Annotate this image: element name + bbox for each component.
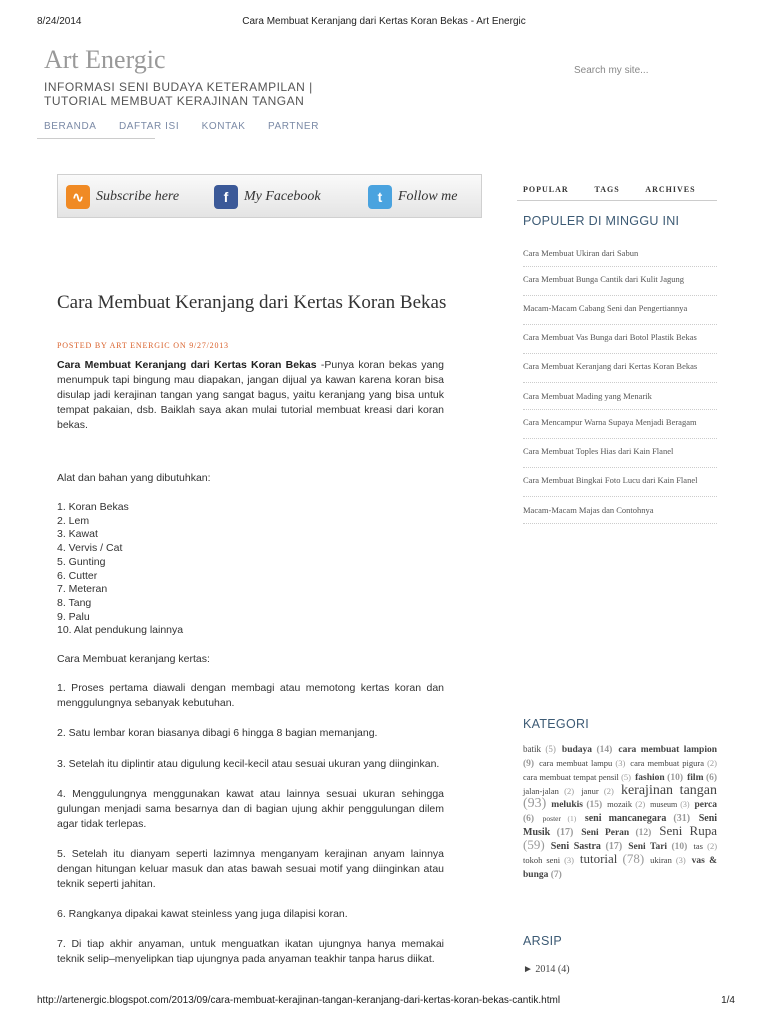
- main-nav: [44, 121, 338, 132]
- step-paragraph: 4. Menggulungnya menggunakan kawat atau lainnya sesuai ukuran sehingga gulungan menjadi sama besarnya dan di bagian ujung akhir penggulungan dilem agar tidak terlepas.: [57, 788, 444, 831]
- post-meta[interactable]: POSTED BY ART ENERGIC ON 9/27/2013: [57, 341, 229, 350]
- kategori-tag-name: Seni Peran: [581, 828, 630, 838]
- kategori-tag-name: cara membuat lampion: [618, 745, 717, 755]
- popular-post-link[interactable]: Cara Membuat Bunga Cantik dari Kulit Jagung: [523, 267, 717, 296]
- popular-heading: POPULER DI MINGGU INI: [523, 214, 680, 228]
- print-url: http://artenergic.blogspot.com/2013/09/cara-membuat-kerajinan-tangan-keranjang-dari-kertas-koran-bekas-cantik.html: [37, 995, 561, 1006]
- list-item: 1. Koran Bekas: [57, 501, 129, 513]
- kategori-tag-count: (5): [618, 772, 632, 782]
- kategori-tag-name: Seni Sastra: [550, 841, 601, 852]
- step-paragraph: 1. Proses pertama diawali dengan membagi atau memotong kertas koran dan menggulungnya sebanyak kebutuhan.: [57, 682, 444, 710]
- kategori-tag[interactable]: [693, 841, 717, 851]
- step-paragraph: 2. Satu lembar koran biasanya dibagi 6 hingga 8 bagian memanjang.: [57, 727, 378, 740]
- tabs-divider: [517, 200, 717, 201]
- popular-post-link[interactable]: Cara Membuat Toples Hias dari Kain Flanel: [523, 439, 717, 468]
- kategori-cloud: [523, 742, 717, 881]
- kategori-tag-count: (10): [667, 842, 688, 852]
- print-page-number: 1/4: [721, 995, 735, 1006]
- kategori-tag-count: (3): [612, 758, 626, 768]
- social-banner: [57, 174, 482, 218]
- kategori-tag[interactable]: [650, 855, 686, 865]
- kategori-tag-count: (6): [523, 814, 535, 824]
- list-item: 3. Kawat: [57, 528, 98, 541]
- kategori-tag-count: (3): [677, 800, 690, 809]
- kategori-tag-name: museum: [650, 800, 678, 809]
- popular-post-link[interactable]: Cara Membuat Keranjang dari Kertas Koran Bekas: [523, 354, 717, 383]
- kategori-tag[interactable]: [687, 773, 717, 783]
- kategori-tag[interactable]: [580, 851, 644, 866]
- kategori-tag-count: (2): [598, 786, 614, 796]
- popular-post-link[interactable]: Cara Membuat Vas Bunga dari Botol Plastik Bekas: [523, 325, 717, 354]
- nav-beranda[interactable]: BERANDA: [44, 121, 97, 132]
- step-paragraph: 7. Di tiap akhir anyaman, untuk menguatkan ikatan ujungnya hanya memakai teknik selip–menyelipkan tiap ujungnya pada anyaman teakhir tanpa harus diikat.: [57, 938, 444, 966]
- kategori-tag[interactable]: [581, 786, 614, 796]
- kategori-tag[interactable]: [539, 758, 625, 768]
- kategori-heading: KATEGORI: [523, 717, 590, 731]
- post-title[interactable]: Cara Membuat Keranjang dari Kertas Koran Bekas: [57, 292, 447, 313]
- popular-post-link[interactable]: Cara Membuat Mading yang Menarik: [523, 383, 717, 410]
- materials-heading: Alat dan bahan yang dibutuhkan:: [57, 472, 211, 484]
- step-paragraph: 5. Setelah itu dianyam seperti lazimnya menganyam kerajinan anyam lainnya dengan hitungan keluar masuk dan atas bawah sesuai motif yang diinginkan atau teknik seperti jahitan.: [57, 848, 444, 891]
- list-item: 8. Tang: [57, 596, 92, 609]
- kategori-tag-count: (6): [703, 773, 718, 783]
- print-doc-title: Cara Membuat Keranjang dari Kertas Koran Bekas - Art Energic: [242, 16, 526, 27]
- nav-kontak[interactable]: KONTAK: [201, 121, 246, 132]
- list-item: 2. Lem: [57, 514, 90, 527]
- steps-heading: Cara Membuat keranjang kertas:: [57, 653, 210, 666]
- kategori-tag[interactable]: [523, 786, 574, 796]
- kategori-tag[interactable]: [635, 773, 683, 783]
- kategori-tag-count: (17): [600, 841, 623, 852]
- nav-partner[interactable]: PARTNER: [267, 121, 320, 132]
- kategori-tag-name: tutorial: [579, 851, 618, 866]
- kategori-tag-name: seni mancanegara: [584, 813, 667, 824]
- kategori-tag[interactable]: [581, 828, 651, 838]
- kategori-tag-name: film: [687, 773, 704, 783]
- post-body: [57, 358, 444, 967]
- kategori-tag-count: (2): [632, 799, 646, 809]
- kategori-tag-count: (1): [561, 814, 577, 823]
- kategori-tag-count: (3): [560, 855, 574, 865]
- kategori-tag-name: cara membuat lampu: [539, 758, 613, 768]
- kategori-tag-name: Seni Musik: [523, 813, 718, 838]
- kategori-tag-count: (14): [592, 745, 613, 755]
- list-item: 6. Cutter: [57, 569, 98, 582]
- kategori-tag-name: budaya: [561, 745, 593, 755]
- kategori-tag-name: vas & bunga: [523, 856, 718, 880]
- kategori-tag-name: janur: [581, 786, 599, 796]
- kategori-tag-name: tas: [693, 841, 703, 851]
- popular-list: [523, 240, 717, 524]
- kategori-tag-count: (59): [523, 837, 545, 852]
- kategori-tag-name: perca: [694, 800, 718, 810]
- kategori-tag-name: fashion: [635, 773, 665, 783]
- twitter-icon: t: [368, 185, 392, 209]
- tab-archives[interactable]: ARCHIVES: [645, 185, 696, 194]
- kategori-tag-name: poster: [542, 814, 562, 823]
- follow-label: Follow me: [398, 189, 458, 204]
- site-tagline: INFORMASI SENI BUDAYA KETERAMPILAN | TUTORIAL MEMBUAT KERAJINAN TANGAN: [44, 80, 313, 108]
- subscribe-link[interactable]: [66, 185, 179, 209]
- popular-post-link[interactable]: Macam-Macam Cabang Seni dan Pengertiannya: [523, 296, 717, 325]
- search-input[interactable]: Search my site...: [574, 65, 649, 76]
- kategori-tag-count: (9): [523, 759, 535, 769]
- nav-divider: [37, 138, 155, 139]
- kategori-tag-count: (3): [671, 855, 686, 865]
- popular-post-link[interactable]: Cara Membuat Bingkai Foto Lucu dari Kain Flanel: [523, 468, 717, 497]
- kategori-tag-count: (93): [523, 796, 547, 811]
- kategori-tag-name: jalan-jalan: [523, 786, 559, 796]
- kategori-tag-name: kerajinan tangan: [620, 783, 718, 798]
- print-date: 8/24/2014: [37, 16, 82, 27]
- kategori-tag-count: (17): [550, 827, 574, 838]
- kategori-tag[interactable]: [543, 814, 577, 823]
- kategori-tag-name: melukis: [551, 800, 583, 810]
- list-item: 10. Alat pendukung lainnya: [57, 624, 184, 637]
- nav-daftar-isi[interactable]: DAFTAR ISI: [118, 121, 180, 132]
- list-item: 4. Vervis / Cat: [57, 542, 123, 555]
- materials-list: [57, 501, 444, 638]
- kategori-tag-count: (31): [666, 813, 691, 824]
- kategori-tag[interactable]: [562, 745, 612, 755]
- kategori-tag[interactable]: [551, 800, 602, 810]
- list-item: 5. Gunting: [57, 555, 106, 568]
- kategori-tag-count: (7): [548, 870, 562, 880]
- subscribe-label: Subscribe here: [96, 189, 180, 204]
- kategori-tag-count: (12): [629, 828, 652, 838]
- kategori-tag-name: mozaik: [607, 799, 633, 809]
- kategori-tag-count: (5): [541, 744, 556, 754]
- facebook-label: My Facebook: [244, 189, 321, 204]
- kategori-tag-name: batik: [523, 744, 541, 754]
- kategori-tag[interactable]: [523, 772, 631, 782]
- intro-bold: Cara Membuat Keranjang dari Kertas Koran Bekas: [57, 359, 317, 371]
- twitter-link[interactable]: [368, 185, 458, 209]
- kategori-tag-count: (2): [704, 758, 718, 768]
- kategori-tag[interactable]: [630, 758, 717, 768]
- site-title[interactable]: Art Energic: [44, 45, 166, 74]
- kategori-tag-count: (15): [582, 800, 603, 810]
- kategori-tag-name: ukiran: [650, 855, 672, 865]
- tab-tags[interactable]: TAGS: [594, 185, 620, 194]
- post-intro: [57, 358, 444, 433]
- kategori-tag-name: Seni Rupa: [659, 823, 717, 838]
- sidebar-tabs: [523, 185, 719, 194]
- facebook-link[interactable]: [214, 185, 321, 209]
- arsip-item[interactable]: ► 2014 (4): [523, 964, 570, 975]
- popular-post-link[interactable]: Macam-Macam Majas dan Contohnya: [523, 497, 717, 524]
- list-item: 9. Palu: [57, 610, 90, 623]
- popular-post-link[interactable]: Cara Membuat Ukiran dari Sabun: [523, 240, 717, 267]
- kategori-tag[interactable]: [650, 800, 689, 809]
- facebook-icon: f: [214, 185, 238, 209]
- kategori-tag[interactable]: [607, 799, 645, 809]
- tab-popular[interactable]: POPULAR: [523, 185, 569, 194]
- kategori-tag[interactable]: [523, 744, 556, 754]
- arsip-heading: ARSIP: [523, 934, 563, 948]
- kategori-tag-count: (2): [702, 841, 718, 851]
- kategori-tag-name: cara membuat tempat pensil: [523, 772, 619, 782]
- step-paragraph: 3. Setelah itu diplintir atau digulung kecil-kecil atau sesuai ukuran yang diinginkan.: [57, 758, 440, 771]
- kategori-tag-name: Seni Tari: [628, 842, 668, 852]
- popular-post-link[interactable]: Cara Mencampur Warna Supaya Menjadi Beragam: [523, 410, 717, 439]
- kategori-tag[interactable]: [523, 855, 574, 865]
- intro-text: -Punya koran bekas yang menumpuk tapi bingung mau diapakan, jangan dijual ya kawan karena koran bisa disulap jadi kerajinan tangan yang sangat bagus, yaitu keranjang yang bisa untuk tempat pakaian, dsb. Baiklah saya akan mulai tutorial membuat kreasi dari koran bekas.: [57, 359, 444, 431]
- kategori-tag-name: tokoh seni: [523, 855, 561, 865]
- kategori-tag-count: (10): [664, 773, 684, 783]
- list-item: 7. Meteran: [57, 583, 108, 596]
- step-paragraph: 6. Rangkanya dipakai kawat steinless yang juga dilapisi koran.: [57, 908, 348, 921]
- kategori-tag-name: cara membuat pigura: [630, 758, 704, 768]
- kategori-tag-count: (2): [558, 786, 575, 796]
- rss-icon: ∿: [66, 185, 90, 209]
- kategori-tag-count: (78): [617, 851, 645, 866]
